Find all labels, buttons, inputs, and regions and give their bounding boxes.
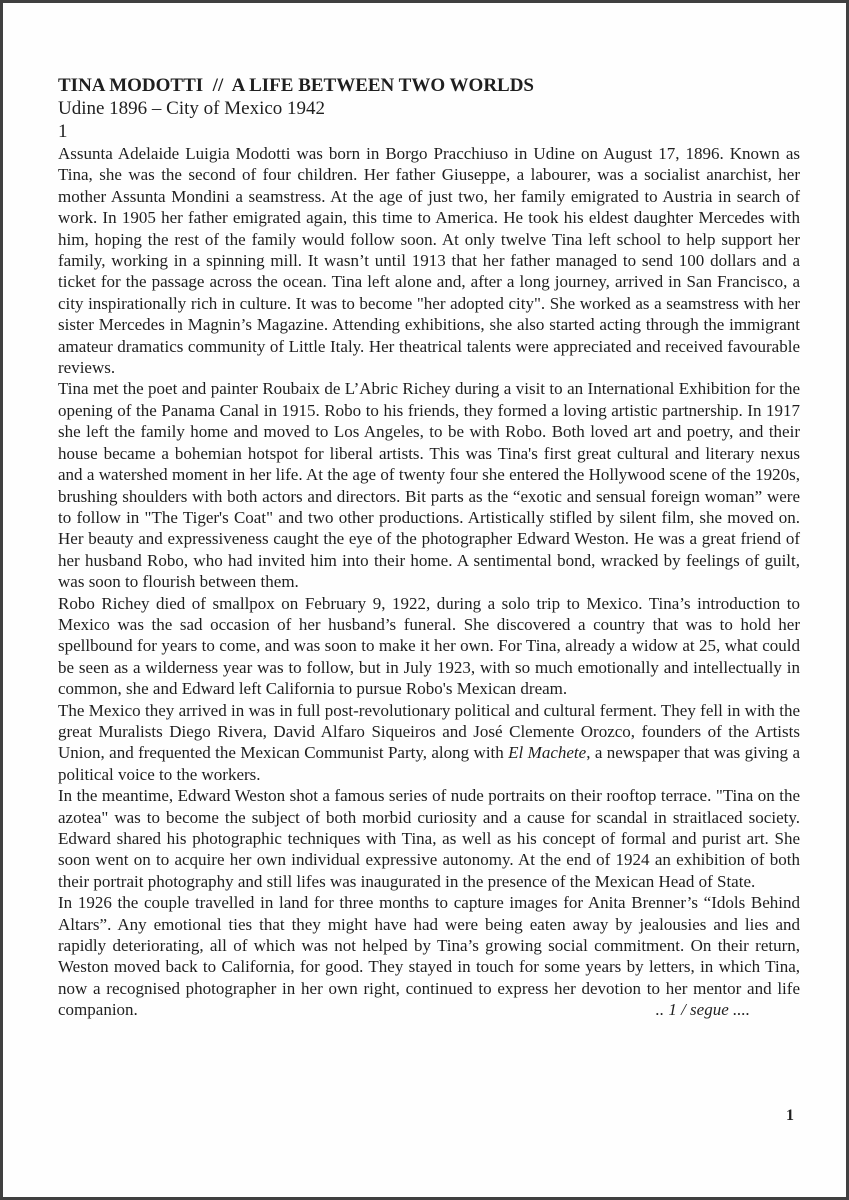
paragraph-birth-and-emigration: Assunta Adelaide Luigia Modotti was born in Borgo Pracchiuso in Udine on August 17, 1896. Known as Tina, she was the second of four children. Her father Giuseppe, a labourer, was a socialist anarchist, her mother Assunta Mondini a seamstress. At the age of just two, her family emigrated to Austria in search of work. In 1905 her father emigrated again, this time to America. He took his eldest daughter Mercedes with him, hoping the rest of the family would follow soon. At only twelve Tina left school to help support her family, working in a spinning mill. It wasn’t until 1913 that her father managed to send 100 dollars and a ticket for the passage across the ocean. Tina left alone and, after a long journey, arrived in San Francisco, a city inspirationally rich in culture. It was to become "her adopted city". She worked as a seamstress with her sister Mercedes in Magnin’s Magazine. Attending exhibitions, she also started acting through the immigrant amateur dramatics community of Little Italy. Her theatrical talents were appreciated and received favourable reviews. [58, 144, 800, 378]
paragraph-robo-death: Robo Richey died of smallpox on February 9, 1922, during a solo trip to Mexico. Tina’s introduction to Mexico was the sad occasion of her husband’s funeral. She discovered a country that was to hold her spellbound for years to come, and was soon to make it her own. For Tina, already a widow at 25, what could be seen as a wilderness year was to follow, but in July 1923, with so much emotionally and intellectually in common, she and Edward left California to pursue Robo's Mexican dream. [58, 593, 800, 699]
paragraph-robo-and-hollywood: Tina met the poet and painter Roubaix de L’Abric Richey during a visit to an International Exhibition for the opening of the Panama Canal in 1915. Robo to his friends, they formed a loving artistic partnership. In 1917 she left the family home and moved to Los Angeles, to be with Robo. Both loved art and poetry, and their house became a bohemian hotspot for liberal artists. This was Tina's first great cultural and literary nexus and a watershed moment in her life. At the age of twenty four she entered the Hollywood scene of the 1920s, brushing shoulders with both actors and directors. Bit parts as the “exotic and sensual foreign woman” were to follow in "The Tiger's Coat" and two other productions. Artistically stifled by silent film, she moved on. Her beauty and expressiveness caught the eye of the photographer Edward Weston. He was a great friend of her husband Robo, who had invited him into their home. A sentimental bond, wracked by feelings of guilt, was soon to flourish between them. [58, 379, 800, 592]
paragraph-mexico-ferment [58, 700, 800, 786]
paragraph-weston-portraits: In the meantime, Edward Weston shot a famous series of nude portraits on their rooftop terrace. "Tina on the azotea" was to become the subject of both morbid curiosity and a cause for scandal in straitlaced society. Edward shared his photographic techniques with Tina, as well as his concept of formal and purist art. She soon went on to acquire her own individual expressive autonomy. At the end of 1924 an exhibition of both their portrait photography and still lifes was inaugurated in the presence of the Mexican Head of State. [58, 786, 800, 891]
paragraph-text-before-italic: The Mexico they arrived in was in full post-revolutionary political and cultural ferment. They fell in with the great Muralists Diego Rivera, David Alfaro Siqueiros and José Clemente Orozco, founders of the Artists Union, and frequented the Mexican Communist Party, along with [58, 700, 800, 763]
italic-phrase-el-machete: El Machete [508, 743, 587, 763]
segue-note: .. 1 / segue .... [655, 1000, 750, 1020]
section-number: 1 [58, 121, 68, 142]
page-number: 1 [786, 1107, 794, 1124]
page-subtitle: Udine 1896 – City of Mexico 1942 [58, 98, 326, 119]
paragraph-text-after-italic: , a newspaper that was giving a political voice to the workers. [58, 743, 800, 784]
paragraph-text: In 1926 the couple travelled in land for three months to capture images for Anita Brenner’s “Idols Behind Altars”. Any emotional ties that they might have had were being eaten away by jealousies and lies and rapidly deteriorating, all of which was not helped by Tina’s growing social commitment. On their return, Weston moved back to California, for good. They stayed in touch for some years by letters, in which Tina, now a recognised photographer in her own right, continued to express her devotion to her mentor and life companion. [58, 893, 800, 1020]
page-title: TINA MODOTTI // A LIFE BETWEEN TWO WORLDS [58, 75, 535, 96]
paragraph-idols-behind-altars [58, 892, 800, 1020]
document-content [58, 74, 800, 1021]
